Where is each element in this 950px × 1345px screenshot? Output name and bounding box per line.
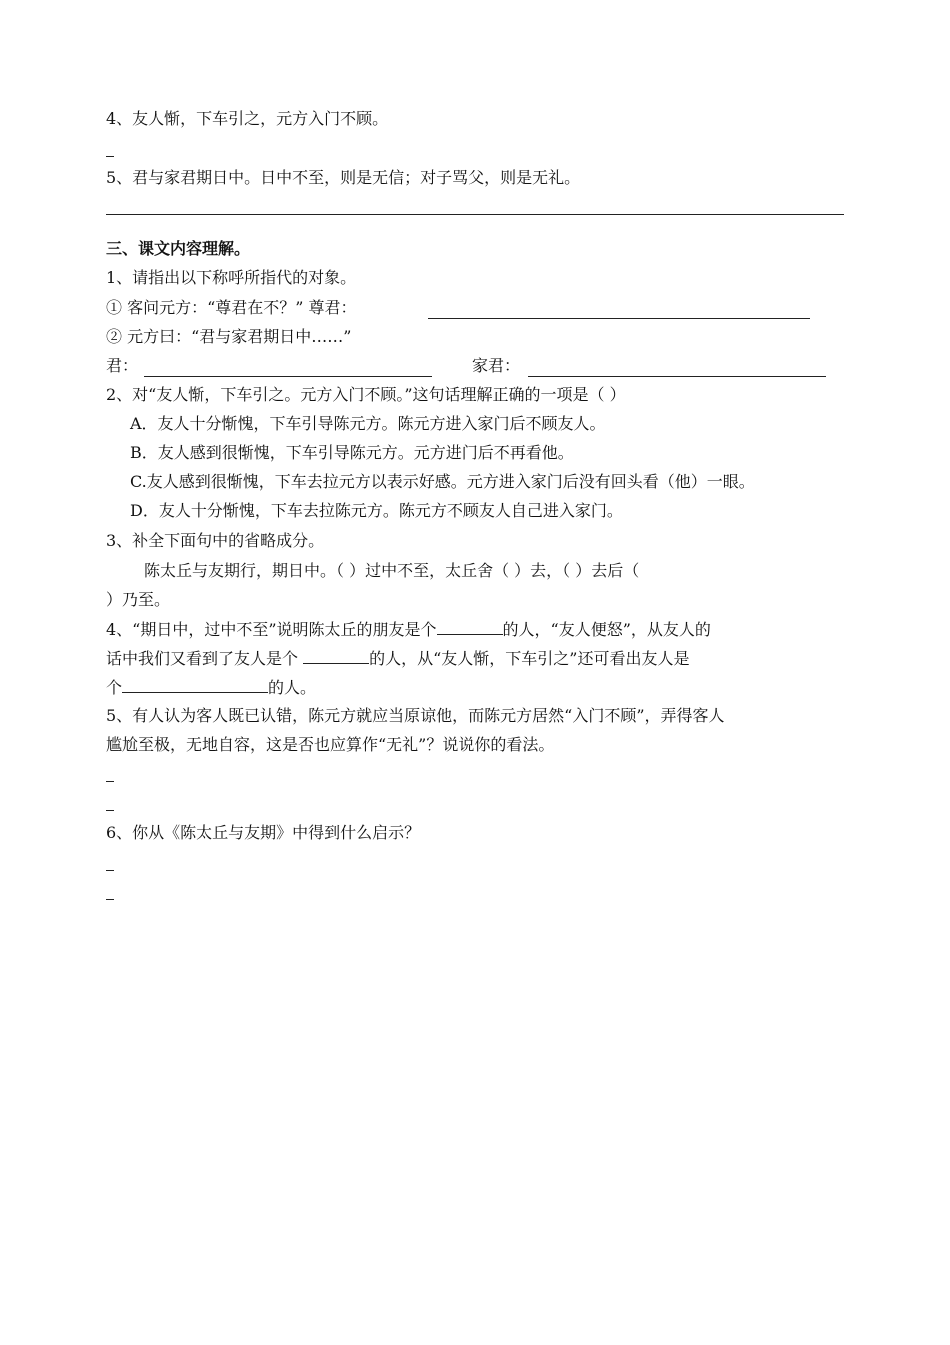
question-4-text-1a: 4、“期日中，过中不至”说明陈太丘的朋友是个 [106,620,437,639]
blank [437,618,503,635]
question-3-line-1: 陈太丘与友期行，期日中。（ ）过中不至，太丘舍（ ）去，（ ）去后（ [144,561,640,580]
question-4-text-3a: 个 [106,678,123,697]
question-1-a-text: ① 客问元方：“尊君在不？” 尊君： [106,298,357,317]
question-5-line-1: 5、有人认为客人既已认错，陈元方就应当原谅他，而陈元方居然“入门不顾”，弄得客人 [106,706,725,725]
item-5-sentence: 5、君与家君期日中。日中不至，则是无信；对子骂父，则是无礼。 [106,168,581,187]
answer-dash [106,781,114,782]
section-title: 三、课文内容理解。 [106,239,251,258]
question-1-b: ② 元方曰：“君与家君期日中……” [106,327,352,346]
answer-line-jun [144,376,432,377]
question-4-text-2a: 话中我们又看到了友人是个 [106,649,304,668]
blank [122,676,268,693]
answer-rule [106,214,844,215]
option-c: C.友人感到很惭愧，下车去拉元方以表示好感。元方进入家门后没有回头看（他）一眼。 [130,472,755,491]
answer-dash [106,870,114,871]
question-4-line-1 [106,618,711,641]
option-b: B．友人感到很惭愧，下车引导陈元方。元方进门后不再看他。 [130,443,574,462]
question-4-text-2b: 的人，从“友人惭，下车引之”还可看出友人是 [369,649,690,668]
label-jiajun: 家君： [472,356,521,375]
answer-dash [106,899,114,900]
question-6: 6、你从《陈太丘与友期》中得到什么启示？ [106,823,421,842]
question-1-a [106,297,357,319]
question-3-line-2: ）乃至。 [106,590,171,609]
question-4-text-3b: 的人。 [268,678,317,697]
answer-line-zunjun [428,318,810,319]
label-jun: 君： [106,356,139,375]
blank [303,647,369,664]
answer-dash [106,156,114,157]
question-1-title: 1、请指出以下称呼所指代的对象。 [106,268,357,287]
question-4-text-1b: 的人，“友人便怒”，从友人的 [502,620,711,639]
option-a: A．友人十分惭愧，下车引导陈元方。陈元方进入家门后不顾友人。 [130,414,606,433]
option-d: D．友人十分惭愧，下车去拉陈元方。陈元方不顾友人自己进入家门。 [130,501,623,520]
question-4-line-3 [106,676,316,699]
answer-dash [106,810,114,811]
item-4-sentence: 4、友人惭，下车引之，元方入门不顾。 [106,109,389,128]
question-3-title: 3、补全下面句中的省略成分。 [106,531,325,550]
question-4-line-2 [106,647,689,670]
question-2-stem: 2、对“友人惭，下车引之。元方入门不顾。”这句话理解正确的一项是（ ） [106,385,626,404]
question-5-line-2: 尴尬至极，无地自容，这是否也应算作“无礼”？说说你的看法。 [106,735,555,754]
answer-line-jiajun [528,376,826,377]
